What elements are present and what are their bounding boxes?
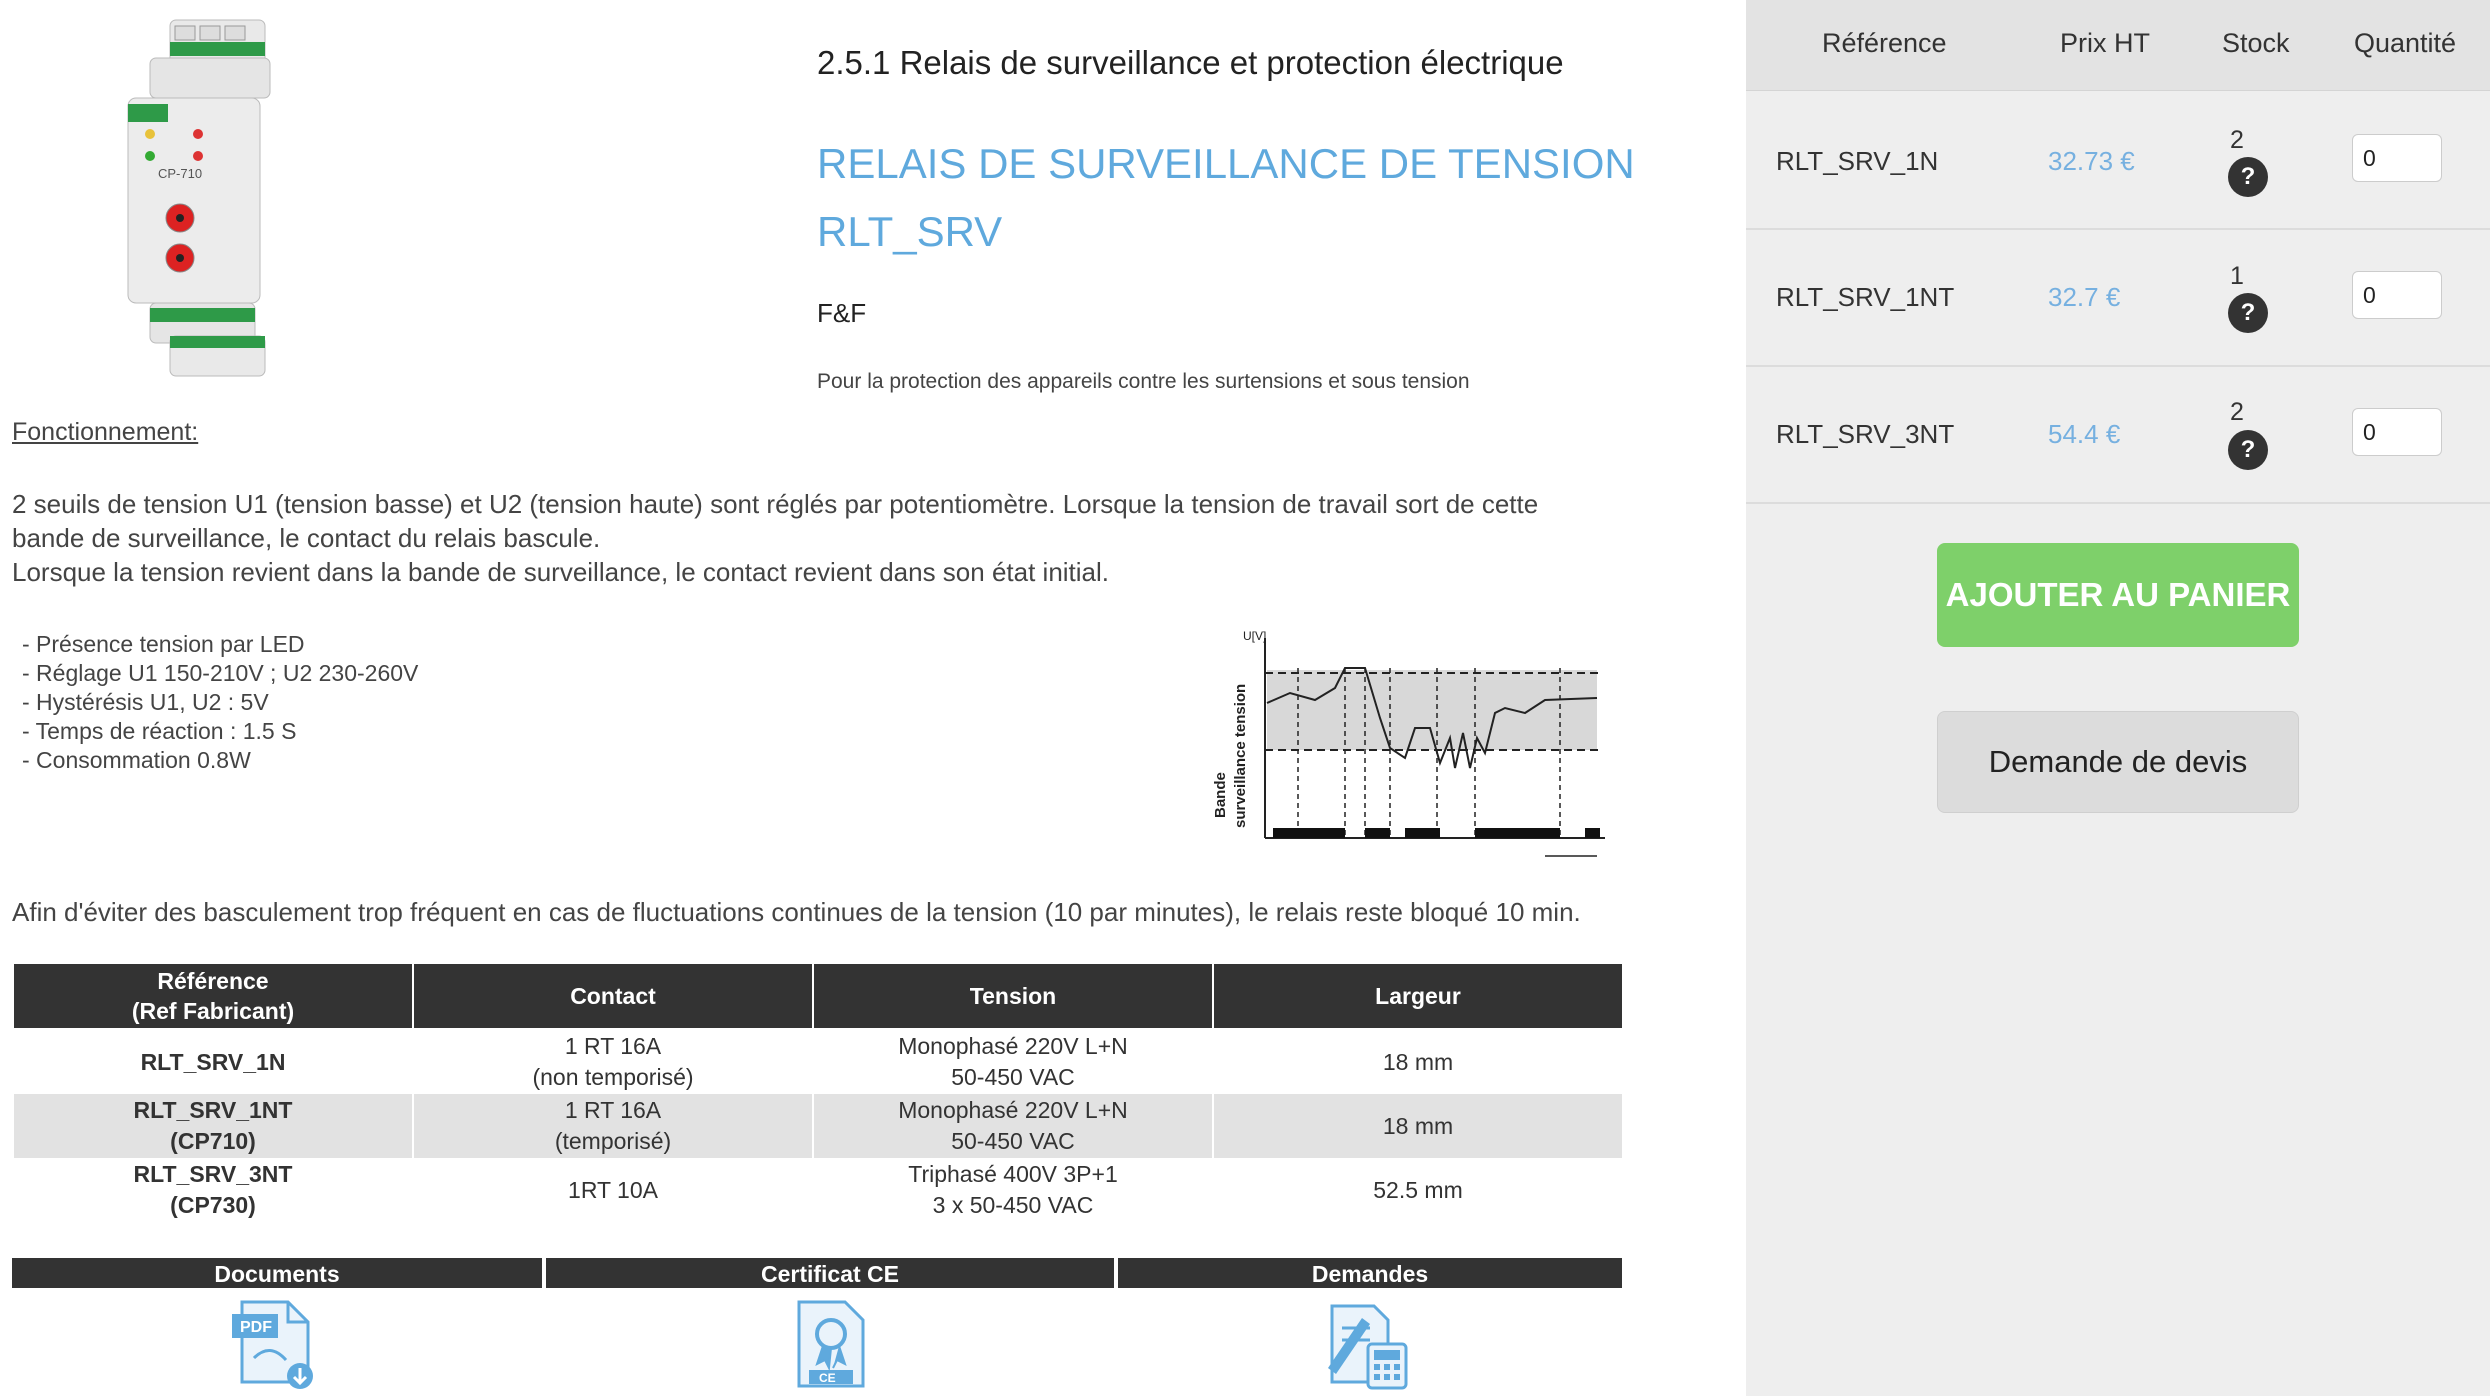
column-header-width: Largeur [1213,963,1623,1029]
stock-help-icon[interactable]: ? [2228,430,2268,470]
quote-request-button[interactable]: Demande de devis [1937,711,2299,813]
description-line: bande de surveillance, le contact du relais bascule. [12,523,601,553]
diagram-y-axis-label: U[V] [1243,629,1267,643]
feature-item: - Consommation 0.8W [22,747,251,773]
cell-line: 3 x 50-450 VAC [932,1192,1094,1218]
pdf-download-icon[interactable] [230,1298,320,1390]
operation-description [12,487,1612,589]
table-row [13,1094,1623,1158]
cell-line: (CP710) [170,1128,256,1154]
order-row-stock: 2 [2230,126,2244,154]
order-header-price: Prix HT [2060,28,2150,58]
cell-tension [813,1094,1213,1158]
description-line: 2 seuils de tension U1 (tension basse) et U2 (tension haute) sont réglés par potentiomètre. Lorsque la tension de travail sort de cette [12,489,1539,519]
cell-line: 1RT 10A [568,1176,658,1203]
feature-list [22,630,418,775]
product-image [110,18,290,378]
cell-contact [413,1029,813,1094]
cell-line: Monophasé 220V L+N [898,1097,1128,1123]
specifications-table [12,962,1624,1222]
column-header-contact: Contact [413,963,813,1029]
header-line: Référence [157,968,269,994]
ce-icon-text: CE [819,1371,836,1385]
section-heading-operation: Fonctionnement: [12,418,199,446]
short-description: Pour la protection des appareils contre les surtensions et sous tension [817,370,1470,393]
certificate-header: Certificat CE [546,1258,1114,1288]
cell-line: RLT_SRV_1NT [133,1097,293,1123]
order-row-reference: RLT_SRV_1NT [1776,282,1955,312]
cell-width: 18 mm [1213,1094,1623,1158]
cell-reference [13,1094,413,1158]
order-row-stock: 2 [2230,398,2244,426]
cell-line: (temporisé) [554,1128,672,1154]
lockout-note: Afin d'éviter des basculement trop fréquent en cas de fluctuations continues de la tension (10 par minutes), le relais reste bloqué 10 min. [12,897,1581,927]
order-header-stock: Stock [2222,28,2290,58]
stock-help-icon[interactable]: ? [2228,157,2268,197]
documents-header: Documents [12,1258,542,1288]
cell-line: RLT_SRV_3NT [133,1161,293,1187]
product-title-line2: RLT_SRV [817,208,1003,255]
order-row-reference: RLT_SRV_1N [1776,146,1939,176]
cell-line: 1 RT 16A [564,1097,662,1123]
table-row [13,1158,1623,1222]
stock-help-icon[interactable]: ? [2228,293,2268,333]
quantity-input[interactable] [2352,271,2442,319]
brand-name: F&F [817,298,867,328]
cell-reference [13,1158,413,1222]
cell-line: Triphasé 400V 3P+1 [908,1161,1118,1187]
product-title [817,130,1637,266]
cell-line: Monophasé 220V L+N [898,1033,1128,1059]
cell-reference [13,1029,413,1094]
feature-item: - Hystérésis U1, U2 : 5V [22,689,269,715]
order-row-reference: RLT_SRV_3NT [1776,419,1955,449]
cell-width: 18 mm [1213,1029,1623,1094]
header-line: (Ref Fabricant) [131,998,295,1024]
table-header-row [13,963,1623,1029]
cell-line: (non temporisé) [532,1064,694,1090]
order-row-stock: 1 [2230,262,2244,290]
pdf-icon-text: PDF [240,1319,272,1336]
order-row-price: 32.73 € [2048,146,2135,176]
cell-width: 52.5 mm [1213,1158,1623,1222]
ce-certificate-icon[interactable] [785,1298,875,1390]
diagram-band-label: Bande [1212,772,1229,818]
cell-line: 50-450 VAC [951,1064,1075,1090]
cell-tension [813,1158,1213,1222]
cell-contact [413,1158,813,1222]
description-line: Lorsque la tension revient dans la bande de surveillance, le contact revient dans son état initial. [12,557,1110,587]
order-row-price: 54.4 € [2048,419,2121,449]
category-title: 2.5.1 Relais de surveillance et protection électrique [817,44,1564,81]
product-title-line1: RELAIS DE SURVEILLANCE DE TENSION [817,140,1635,187]
cell-line: (CP730) [170,1192,256,1218]
feature-item: - Réglage U1 150-210V ; U2 230-260V [22,660,419,686]
requests-header: Demandes [1118,1258,1622,1288]
voltage-band-diagram [1205,628,1610,878]
feature-item: - Temps de réaction : 1.5 S [22,718,297,744]
cell-tension [813,1029,1213,1094]
order-header-quantity: Quantité [2354,28,2457,58]
quote-request-icon[interactable] [1322,1298,1412,1390]
device-label: CP-710 [158,166,203,181]
cell-contact [413,1094,813,1158]
cell-line: 50-450 VAC [951,1128,1075,1154]
column-header-reference [13,963,413,1029]
cell-line: 1 RT 16A [564,1033,662,1059]
cell-line: RLT_SRV_1N [140,1048,286,1075]
diagram-band-label: surveillance tension [1232,683,1249,828]
table-row [13,1029,1623,1094]
add-to-cart-button[interactable]: AJOUTER AU PANIER [1937,543,2299,647]
quantity-input[interactable] [2352,408,2442,456]
order-row-price: 32.7 € [2048,282,2121,312]
feature-item: - Présence tension par LED [22,631,305,657]
quantity-input[interactable] [2352,134,2442,182]
order-header-reference: Référence [1822,28,1947,58]
column-header-tension: Tension [813,963,1213,1029]
